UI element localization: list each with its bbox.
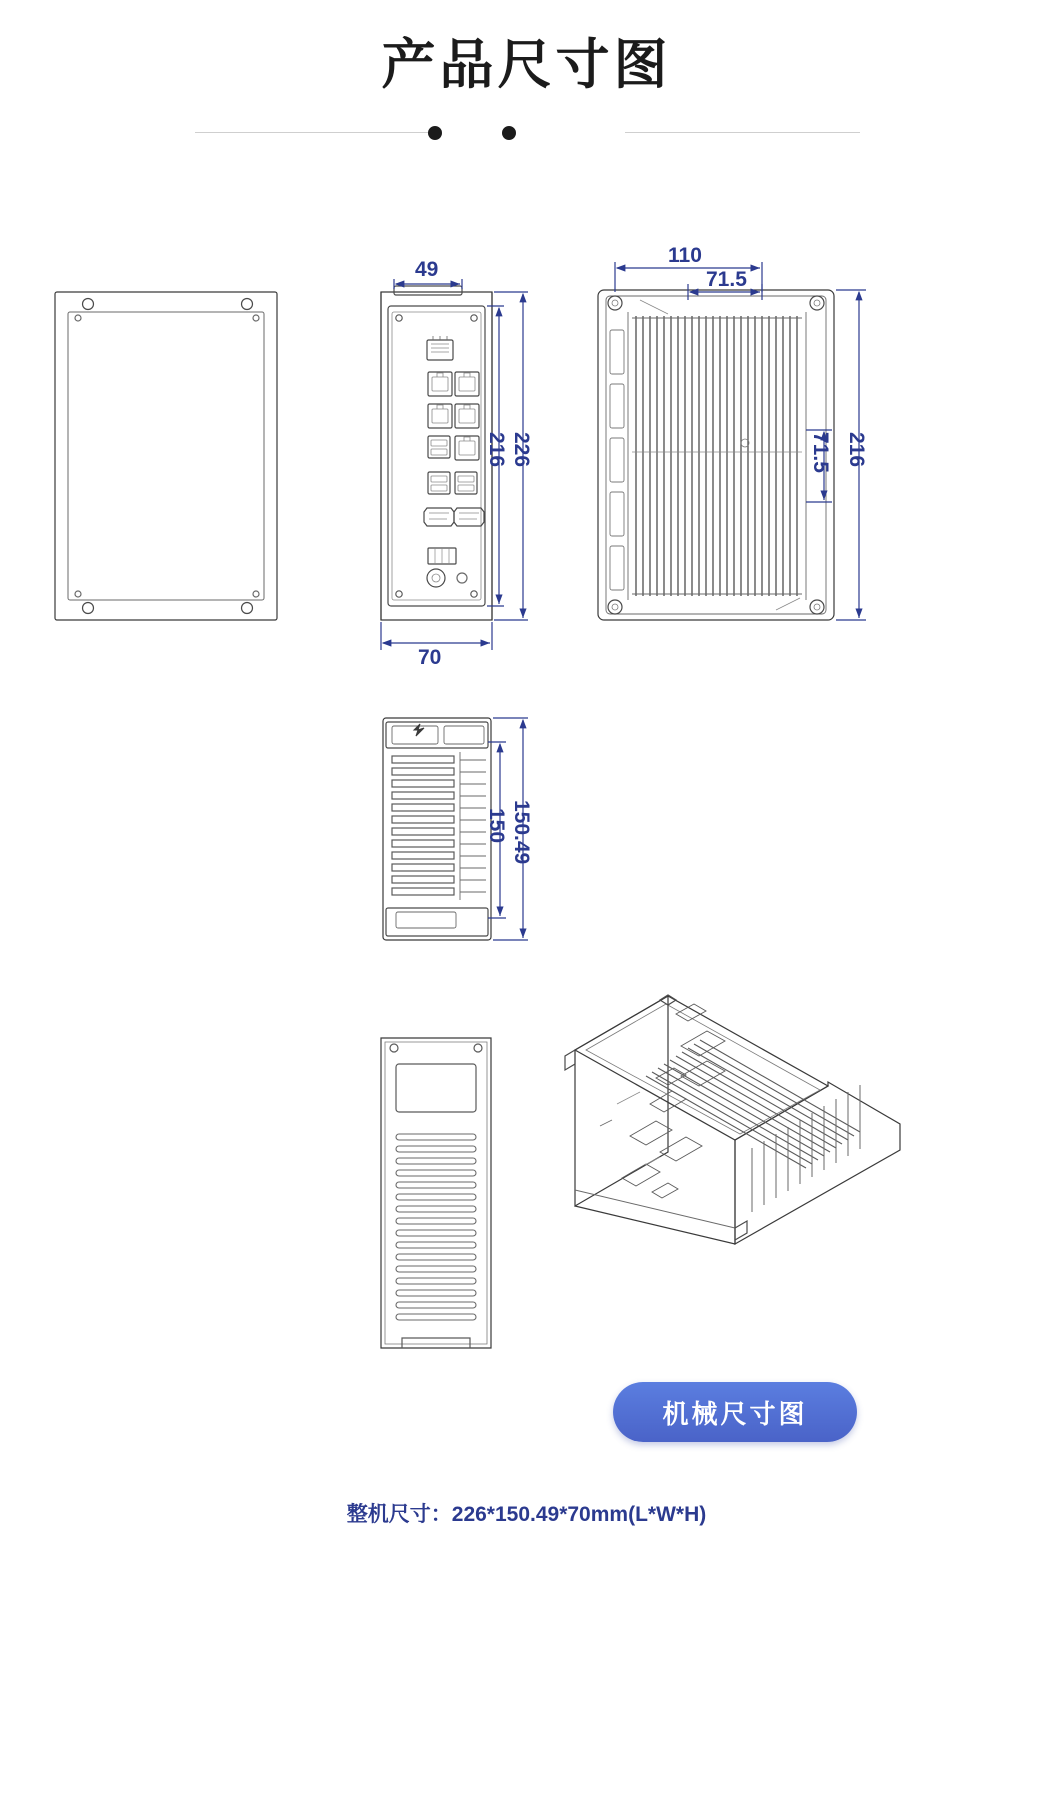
dim-label-226-front: 226 bbox=[510, 432, 533, 468]
bottom-heatsink-view bbox=[381, 1038, 491, 1348]
dim-label-216-front: 216 bbox=[485, 432, 508, 468]
dim-label-71-5-right: 71.5 bbox=[809, 432, 832, 473]
dim-label-70: 70 bbox=[418, 646, 442, 669]
dim-label-49: 49 bbox=[415, 258, 439, 281]
dim-label-150: 150 bbox=[485, 808, 508, 844]
isometric-3d-view bbox=[565, 995, 900, 1244]
dim-label-150-49: 150.49 bbox=[510, 800, 533, 865]
side-view bbox=[383, 718, 491, 940]
dim-label-71-5-top: 71.5 bbox=[706, 268, 747, 291]
bottom-plate-view bbox=[55, 292, 277, 620]
top-heatsink-view bbox=[598, 290, 834, 620]
dim-label-216-top: 216 bbox=[845, 432, 868, 468]
front-io-panel-view bbox=[381, 286, 492, 620]
overall-size-note: 整机尺寸：226*150.49*70mm(L*W*H) bbox=[346, 1503, 707, 1526]
mechanical-drawing-badge[interactable]: 机械尺寸图 bbox=[613, 1382, 857, 1442]
page-title: 产品尺寸图 bbox=[381, 35, 672, 95]
dim-label-110: 110 bbox=[668, 244, 702, 267]
